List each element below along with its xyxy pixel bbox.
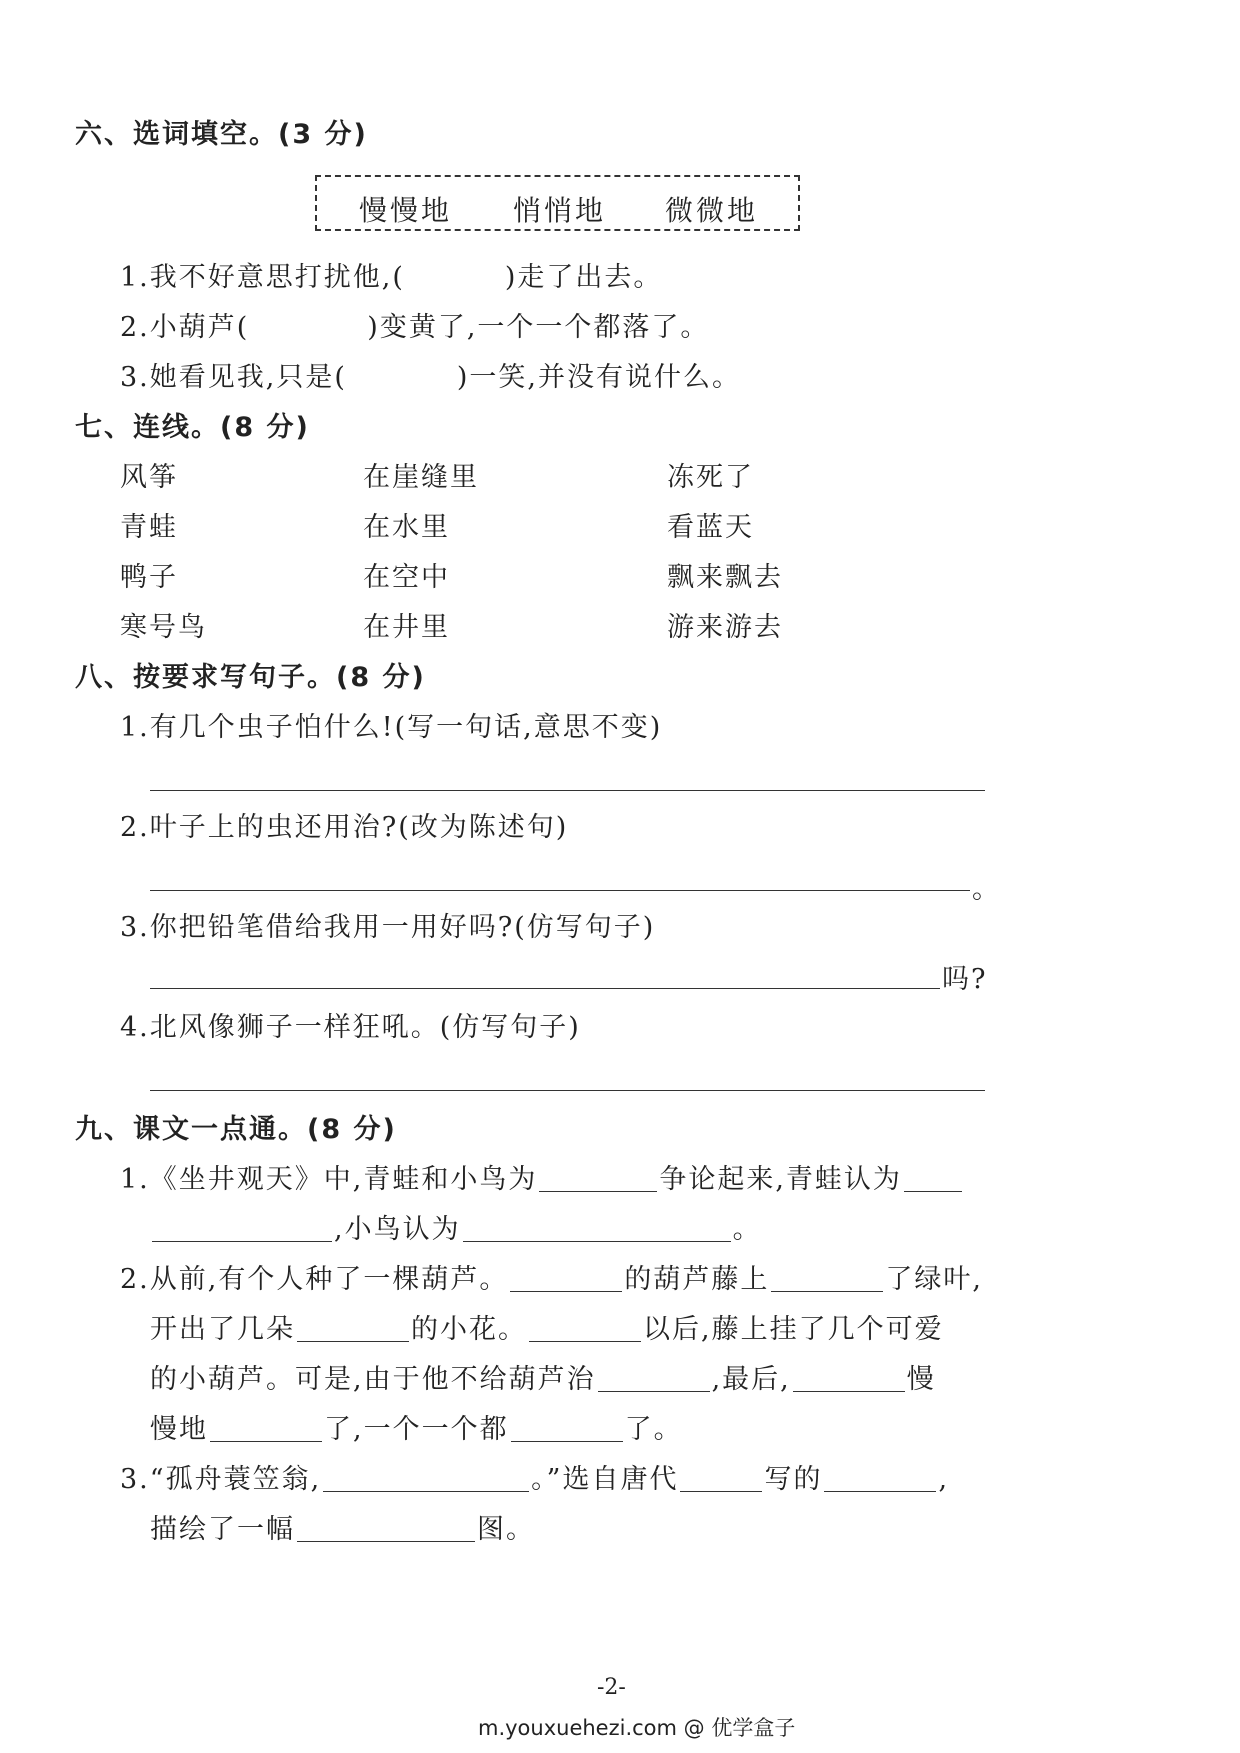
section-7-title: 七、连线。(8 分) bbox=[75, 412, 310, 443]
q-text: 的葫芦藤上 bbox=[624, 1264, 770, 1295]
fill-blank[interactable] bbox=[529, 1313, 641, 1342]
q-text: 。”选自唐代 bbox=[531, 1464, 679, 1495]
q-text: ,最后, bbox=[711, 1364, 791, 1395]
fill-blank[interactable] bbox=[152, 1213, 332, 1242]
fill-blank[interactable] bbox=[511, 1413, 623, 1442]
s8-question-1: 1.有几个虫子怕什么!(写一句话,意思不变) bbox=[120, 712, 663, 743]
match-item-left[interactable]: 青蛙 bbox=[120, 512, 178, 543]
q-text: 3.她看见我,只是( bbox=[120, 362, 347, 393]
q-text: 了。 bbox=[624, 1414, 683, 1445]
q-text: 。 bbox=[732, 1214, 762, 1245]
match-item-right[interactable]: 冻死了 bbox=[667, 462, 754, 493]
fill-blank[interactable] bbox=[323, 1463, 529, 1492]
q-text: 2.小葫芦( bbox=[120, 312, 250, 343]
match-item-right[interactable]: 游来游去 bbox=[667, 612, 783, 643]
q-text: 了绿叶, bbox=[885, 1264, 983, 1295]
line-end-mark: 吗? bbox=[942, 964, 988, 995]
s6-question-3 bbox=[120, 355, 741, 394]
q-text: 写的 bbox=[764, 1464, 823, 1495]
s6-question-2 bbox=[120, 305, 709, 344]
fill-blank[interactable] bbox=[771, 1263, 883, 1292]
s8-question-2: 2.叶子上的虫还用治?(改为陈述句) bbox=[120, 812, 569, 843]
q-text: 的小葫芦。可是,由于他不给葫芦治 bbox=[150, 1364, 596, 1395]
q-text: 慢 bbox=[906, 1364, 936, 1395]
match-item-middle[interactable]: 在井里 bbox=[363, 612, 450, 643]
match-item-middle[interactable]: 在空中 bbox=[363, 562, 450, 593]
fill-blank[interactable] bbox=[904, 1163, 962, 1192]
s9-question-1-line2 bbox=[150, 1207, 762, 1246]
s8-question-4: 4.北风像狮子一样狂吼。(仿写句子) bbox=[120, 1012, 581, 1043]
fill-blank[interactable] bbox=[463, 1213, 731, 1242]
match-item-left[interactable]: 风筝 bbox=[120, 462, 178, 493]
q-text: 以后,藤上挂了几个可爱 bbox=[643, 1314, 944, 1345]
q-text: 了,一个一个都 bbox=[324, 1414, 509, 1445]
q-text: 2.从前,有个人种了一棵葫芦。 bbox=[120, 1264, 509, 1295]
q-text: 1.《坐井观天》中,青蛙和小鸟为 bbox=[120, 1164, 538, 1195]
match-item-right[interactable]: 看蓝天 bbox=[667, 512, 754, 543]
s9-question-2-line2 bbox=[150, 1307, 944, 1346]
answer-line[interactable] bbox=[150, 988, 940, 989]
q-text: 慢地 bbox=[150, 1414, 208, 1445]
word-choice-box bbox=[315, 175, 800, 231]
s9-question-2-line1 bbox=[120, 1257, 983, 1296]
q-text: )变黄了,一个一个都落了。 bbox=[367, 312, 710, 343]
s9-question-3-line1 bbox=[120, 1457, 949, 1496]
section-9-title: 九、课文一点通。(8 分) bbox=[75, 1114, 397, 1145]
answer-line[interactable] bbox=[150, 790, 985, 791]
q-text: 的小花。 bbox=[411, 1314, 527, 1345]
match-item-left[interactable]: 寒号鸟 bbox=[120, 612, 207, 643]
q-text: 1.我不好意思打扰他,( bbox=[120, 262, 405, 293]
match-item-middle[interactable]: 在崖缝里 bbox=[363, 462, 479, 493]
section-8-title: 八、按要求写句子。(8 分) bbox=[75, 662, 426, 693]
q-text: ,小鸟认为 bbox=[334, 1214, 461, 1245]
q-text: 3.“孤舟蓑笠翁, bbox=[120, 1464, 322, 1495]
q-text: 争论起来,青蛙认为 bbox=[659, 1164, 902, 1195]
fill-blank[interactable] bbox=[210, 1413, 322, 1442]
answer-line[interactable] bbox=[150, 1090, 985, 1091]
match-item-right[interactable]: 飘来飘去 bbox=[667, 562, 783, 593]
q-text: 开出了几朵 bbox=[150, 1314, 295, 1345]
match-item-middle[interactable]: 在水里 bbox=[363, 512, 450, 543]
fill-blank[interactable] bbox=[510, 1263, 622, 1292]
page-number: -2- bbox=[597, 1675, 626, 1700]
s9-question-3-line2 bbox=[150, 1507, 535, 1546]
s6-question-1 bbox=[120, 255, 662, 294]
q-text: 描绘了一幅 bbox=[150, 1514, 295, 1545]
fill-blank[interactable] bbox=[297, 1313, 409, 1342]
q-text: 图。 bbox=[477, 1514, 535, 1545]
q-text: )走了出去。 bbox=[504, 262, 663, 293]
s8-question-3: 3.你把铅笔借给我用一用好吗?(仿写句子) bbox=[120, 912, 656, 943]
fill-blank[interactable] bbox=[598, 1363, 710, 1392]
q-text: )一笑,并没有说什么。 bbox=[456, 362, 742, 393]
word-option: 慢慢地 bbox=[359, 194, 453, 227]
fill-blank[interactable] bbox=[680, 1463, 762, 1492]
fill-blank[interactable] bbox=[793, 1363, 905, 1392]
match-item-left[interactable]: 鸭子 bbox=[120, 562, 178, 593]
section-6-title: 六、选词填空。(3 分) bbox=[75, 119, 368, 150]
fill-blank[interactable] bbox=[539, 1163, 657, 1192]
line-end-mark: 。 bbox=[972, 874, 1001, 905]
footer-watermark[interactable]: m.youxuehezi.com @ 优学盒子 bbox=[478, 1716, 796, 1740]
fill-blank[interactable] bbox=[824, 1463, 936, 1492]
fill-blank[interactable] bbox=[297, 1513, 475, 1542]
word-option: 微微地 bbox=[665, 194, 759, 227]
s9-question-2-line4 bbox=[150, 1407, 683, 1446]
word-option: 悄悄地 bbox=[513, 194, 607, 227]
s9-question-1-line1 bbox=[120, 1157, 964, 1196]
s9-question-2-line3 bbox=[150, 1357, 936, 1396]
answer-line[interactable] bbox=[150, 890, 970, 891]
q-text: , bbox=[938, 1464, 950, 1495]
